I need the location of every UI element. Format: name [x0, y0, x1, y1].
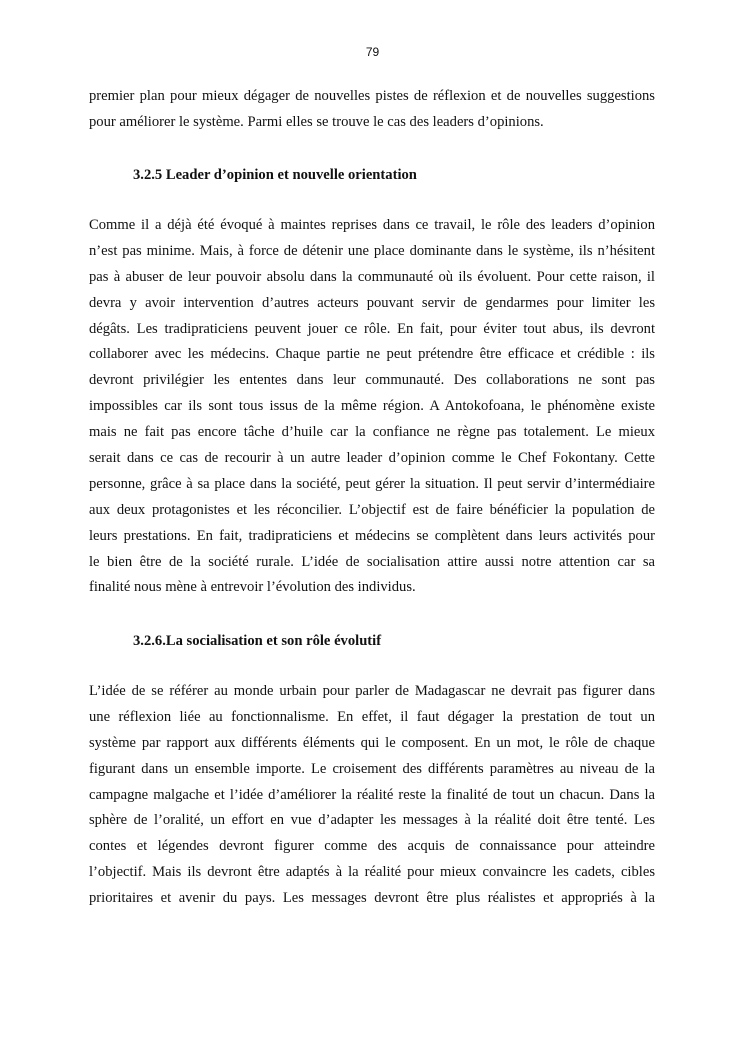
text-line: premier plan pour mieux dégager de nouvelles pistes de réflexion et de nouvelles suggestions: [89, 88, 655, 104]
text-line: finalité nous mène à entrevoir l’évolution des individus.: [89, 579, 416, 596]
section-heading-3-2-6: 3.2.6.La socialisation et son rôle évolutif: [133, 633, 382, 649]
section-heading-3-2-5: 3.2.5 Leader d’opinion et nouvelle orientation: [133, 167, 417, 183]
text-line: Comme il a déjà été évoqué à maintes reprises dans ce travail, le rôle des leaders d’opinion: [89, 217, 655, 233]
text-line: figurant dans un ensemble importe. Le croisement des différents paramètres au niveau de la: [89, 760, 655, 777]
intro-paragraph: [89, 84, 655, 136]
section-3-2-6-paragraph: [89, 679, 655, 912]
text-line: impossibles car ils sont tous issus de la même région. A Antokofoana, le phénomène existe: [89, 398, 655, 415]
text-line: devront privilégier les ententes dans leur communauté. Des collaborations ne sont pas: [89, 372, 655, 389]
page-number: 79: [365, 45, 380, 59]
text-line: leurs prestations. En fait, tradipraticiens et médecins se complètent dans leurs activités pour: [89, 527, 655, 544]
text-line: devra y avoir intervention d’autres acteurs pouvant servir de gendarmes pour limiter les: [89, 294, 655, 311]
text-line: une réflexion liée au fonctionnalisme. En effet, il faut dégager la prestation de tout un: [89, 708, 655, 725]
text-line: l’objectif. Mais ils devront être adaptés à la réalité pour mieux convaincre les cadets, cibles: [89, 864, 655, 881]
text-line: dégâts. Les tradipraticiens peuvent jouer ce rôle. En fait, pour éviter tout abus, ils devront: [89, 320, 655, 337]
text-line: le bien être de la société rurale. L’idée de socialisation attire aussi notre attention car sa: [89, 553, 655, 570]
text-line: L’idée de se référer au monde urbain pour parler de Madagascar ne devrait pas figurer dans: [89, 683, 655, 699]
text-line: pour améliorer le système. Parmi elles se trouve le cas des leaders d’opinions.: [89, 113, 544, 130]
text-line: mais ne fait pas encore tâche d’huile car la confiance ne règne pas totalement. Le mieux: [89, 424, 655, 441]
text-line: serait dans ce cas de recourir à un autre leader d’opinion comme le Chef Fokontany. Cette: [89, 450, 655, 467]
text-line: contes et légendes devront figurer comme des acquis de connaissance pour atteindre: [89, 838, 655, 855]
section-3-2-5-paragraph: [89, 213, 655, 601]
text-line: sphère de l’oralité, un effort en vue d’adapter les messages à la réalité doit être tenté. Les: [89, 812, 655, 829]
text-line: pas à abuser de leur pouvoir absolu dans la communauté où ils évoluent. Pour cette raison, il: [89, 268, 655, 285]
text-line: personne, grâce à sa place dans la société, peut gérer la situation. Il peut servir d’intermédiaire: [89, 475, 655, 492]
text-line: système par rapport aux différents éléments qui le composent. En un mot, le rôle de chaque: [89, 734, 655, 751]
text-line: collaborer avec les médecins. Chaque partie ne peut prétendre être efficace et crédible : ils: [89, 346, 655, 363]
text-line: prioritaires et avenir du pays. Les messages devront être plus réalistes et appropriés à la: [89, 890, 655, 907]
text-line: campagne malgache et l’idée d’améliorer la réalité reste la finalité de tout un chacun. Dans la: [89, 786, 655, 803]
text-line: n’est pas minime. Mais, à force de détenir une place dominante dans le système, ils n’hésitent: [89, 242, 655, 259]
text-line: aux deux protagonistes et les réconcilier. L’objectif est de faire bénéficier la population de: [89, 501, 655, 518]
